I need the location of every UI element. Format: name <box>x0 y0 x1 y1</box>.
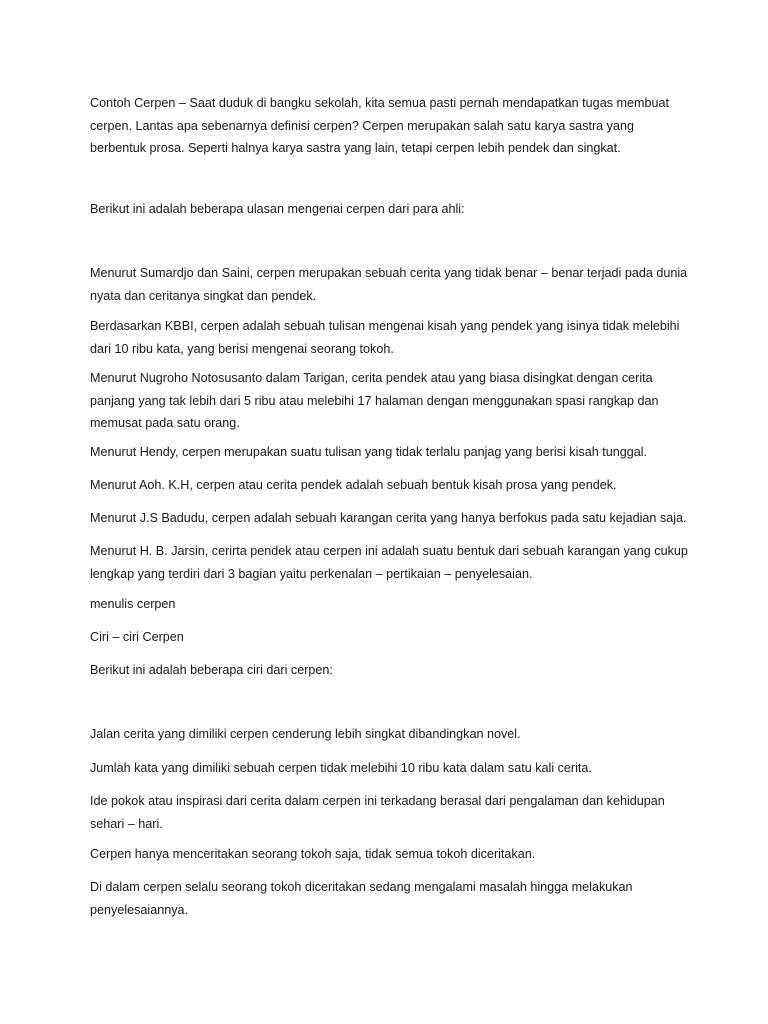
ciri-cerpen-heading: Ciri – ciri Cerpen <box>90 630 184 644</box>
expert-sumardjo-paragraph: Menurut Sumardjo dan Saini, cerpen merupakan sebuah cerita yang tidak benar – benar terjadi pada dunia nyata dan ceritanya singkat dan pendek. <box>90 266 688 303</box>
experts-intro-paragraph: Berikut ini adalah beberapa ulasan mengenai cerpen dari para ahli: <box>90 202 465 216</box>
expert-notosusanto-paragraph: Menurut Nugroho Notosusanto dalam Tarigan, cerita pendek atau yang biasa disingkat dengan cerita panjang yang tak lebih dari 5 ribu atau melebihi 17 halaman dengan menggunakan spasi rangkap dan memusat pada satu orang. <box>90 371 659 430</box>
intro-paragraph: Contoh Cerpen – Saat duduk di bangku sekolah, kita semua pasti pernah mendapatkan tugas membuat cerpen. Lantas apa sebenarnya definisi cerpen? Cerpen merupakan salah satu karya sastra yang berbentuk prosa. Seperti halnya karya sastra yang lain, tetapi cerpen lebih pendek dan singkat. <box>90 96 669 155</box>
expert-badudu-paragraph: Menurut J.S Badudu, cerpen adalah sebuah karangan cerita yang hanya berfokus pada satu kejadian saja. <box>90 511 687 525</box>
expert-jarsin-paragraph: Menurut H. B. Jarsin, cerirta pendek atau cerpen ini adalah suatu bentuk dari sebuah karangan yang cukup lengkap yang terdiri dari 3 bagian yaitu perkenalan – pertikaian – penyelesaian. <box>90 544 688 581</box>
ciri-item-5: Di dalam cerpen selalu seorang tokoh diceritakan sedang mengalami masalah hingga melakukan penyelesaiannya. <box>90 880 633 917</box>
ciri-item-4: Cerpen hanya menceritakan seorang tokoh saja, tidak semua tokoh diceritakan. <box>90 847 536 861</box>
kbbi-definition-paragraph: Berdasarkan KBBI, cerpen adalah sebuah tulisan mengenai kisah yang pendek yang isinya tidak melebihi dari 10 ribu kata, yang berisi mengenai seorang tokoh. <box>90 319 680 356</box>
ciri-intro-paragraph: Berikut ini adalah beberapa ciri dari cerpen: <box>90 663 333 677</box>
ciri-item-3: Ide pokok atau inspirasi dari cerita dalam cerpen ini terkadang berasal dari pengalaman dan kehidupan sehari – hari. <box>90 794 665 831</box>
expert-hendy-paragraph: Menurut Hendy, cerpen merupakan suatu tulisan yang tidak terlalu panjag yang berisi kisah tunggal. <box>90 445 648 459</box>
expert-aoh-paragraph: Menurut Aoh. K.H, cerpen atau cerita pendek adalah sebuah bentuk kisah prosa yang pendek. <box>90 478 617 492</box>
menulis-cerpen-line: menulis cerpen <box>90 597 176 611</box>
ciri-item-1: Jalan cerita yang dimiliki cerpen cenderung lebih singkat dibandingkan novel. <box>90 727 521 741</box>
ciri-item-2: Jumlah kata yang dimiliki sebuah cerpen tidak melebihi 10 ribu kata dalam satu kali cerita. <box>90 761 592 775</box>
